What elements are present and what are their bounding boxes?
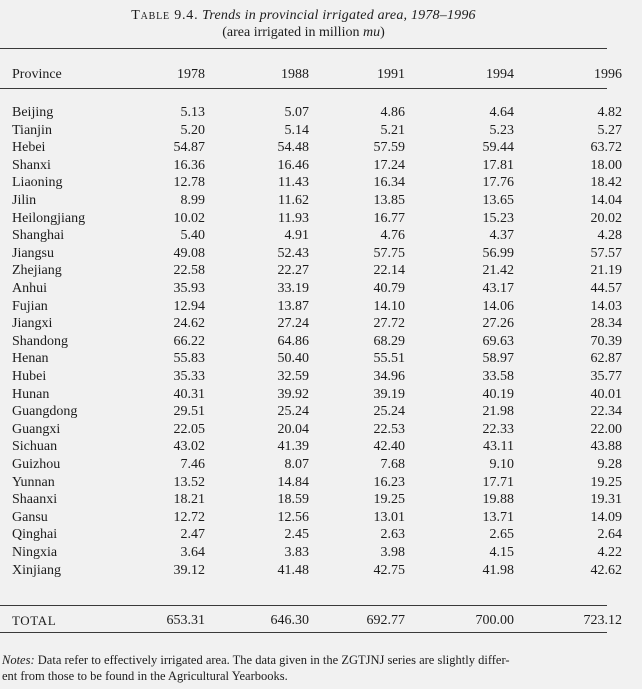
- province-name: Shandong: [12, 333, 68, 349]
- irrigated-area-value: 16.77: [373, 210, 405, 226]
- irrigated-area-value: 64.86: [277, 333, 309, 349]
- irrigated-area-value: 5.40: [180, 228, 205, 244]
- irrigated-area-value: 22.34: [590, 404, 622, 420]
- irrigated-area-value: 63.72: [590, 140, 622, 156]
- table-label: Table 9.4.: [131, 8, 199, 23]
- irrigated-area-value: 17.81: [482, 157, 514, 173]
- irrigated-area-value: 10.02: [173, 210, 205, 226]
- irrigated-area-value: 25.24: [277, 404, 309, 420]
- province-name: Beijing: [12, 105, 54, 120]
- irrigated-area-value: 18.59: [277, 492, 309, 508]
- irrigated-area-value: 14.04: [590, 193, 622, 208]
- irrigated-area-value: 4.37: [489, 228, 514, 244]
- province-name: Jilin: [12, 193, 37, 208]
- irrigated-area-value: 8.07: [284, 457, 309, 472]
- province-name: Jiangsu: [12, 245, 54, 261]
- province-name: Hebei: [12, 140, 46, 156]
- province-name: Henan: [12, 351, 49, 367]
- total-value: 700.00: [475, 613, 514, 628]
- irrigated-area-value: 22.33: [482, 421, 514, 437]
- irrigated-area-value: 19.25: [590, 474, 622, 490]
- irrigated-area-value: 25.24: [373, 404, 405, 420]
- irrigated-area-value: 5.13: [180, 105, 205, 120]
- irrigated-area-value: 54.48: [277, 140, 309, 156]
- province-name: Shanghai: [12, 228, 65, 244]
- irrigated-area-value: 15.23: [482, 210, 514, 226]
- irrigated-area-value: 14.84: [277, 474, 309, 490]
- irrigated-area-value: 28.34: [590, 316, 622, 332]
- irrigated-area-value: 55.51: [373, 351, 405, 367]
- irrigated-area-value: 12.56: [277, 509, 309, 525]
- irrigated-area-value: 13.85: [373, 193, 405, 208]
- irrigated-area-value: 57.59: [373, 140, 405, 156]
- bottom-rule: [0, 632, 607, 633]
- irrigated-area-value: 69.63: [482, 333, 514, 349]
- irrigated-area-value: 56.99: [482, 245, 514, 261]
- irrigated-area-value: 21.98: [482, 404, 514, 420]
- irrigated-area-value: 14.03: [590, 298, 622, 314]
- irrigated-area-value: 2.47: [180, 527, 205, 543]
- total-value: 653.31: [166, 613, 205, 628]
- irrigated-area-value: 22.00: [590, 421, 622, 437]
- subtitle-prefix: (area irrigated in million: [222, 25, 363, 40]
- irrigated-area-value: 16.34: [373, 175, 405, 191]
- province-name: Liaoning: [12, 175, 63, 191]
- irrigated-area-value: 4.22: [597, 545, 622, 560]
- subtitle-unit: mu: [362, 25, 381, 40]
- irrigated-area-value: 13.71: [482, 509, 514, 525]
- irrigated-area-value: 59.44: [482, 140, 514, 156]
- irrigated-area-value: 16.23: [373, 474, 405, 490]
- irrigated-area-value: 35.93: [173, 281, 205, 296]
- irrigated-area-value: 27.26: [482, 316, 514, 332]
- column-header-year: 1996: [594, 67, 622, 82]
- irrigated-area-value: 39.92: [277, 386, 309, 402]
- notes-line-1: Data refer to effectively irrigated area. The data given in the ZGTJNJ series are slightly differ-: [37, 653, 510, 667]
- irrigated-area-value: 24.62: [173, 316, 205, 332]
- irrigated-area-value: 14.09: [590, 509, 622, 525]
- irrigated-area-value: 22.58: [173, 263, 205, 279]
- irrigated-area-value: 32.59: [277, 369, 309, 384]
- irrigated-area-value: 20.04: [277, 421, 309, 437]
- irrigated-area-value: 41.98: [482, 562, 514, 578]
- irrigated-area-value: 5.14: [284, 122, 309, 138]
- notes-label: Notes:: [2, 653, 35, 667]
- irrigated-area-value: 18.21: [173, 492, 205, 508]
- irrigated-area-value: 43.02: [173, 439, 205, 455]
- irrigated-area-value: 68.29: [373, 333, 405, 349]
- irrigated-area-value: 3.64: [180, 545, 205, 560]
- irrigated-area-value: 4.91: [284, 228, 309, 244]
- province-name: Tianjin: [12, 122, 52, 138]
- irrigated-area-value: 17.24: [373, 157, 405, 173]
- irrigated-area-value: 43.17: [482, 281, 514, 296]
- notes-line-2: ent from those to be found in the Agricultural Yearbooks.: [2, 669, 288, 683]
- irrigated-area-value: 20.02: [590, 210, 622, 226]
- column-header-province: Province: [12, 67, 62, 82]
- table-title: Trends in provincial irrigated area, 1978–1996: [202, 8, 476, 23]
- irrigated-area-value: 43.88: [590, 439, 622, 455]
- total-value: 646.30: [270, 613, 309, 628]
- province-name: Qinghai: [12, 527, 58, 543]
- province-name: Yunnan: [12, 474, 55, 490]
- irrigated-area-value: 12.78: [173, 175, 205, 191]
- province-name: Shanxi: [12, 157, 51, 173]
- irrigated-area-value: 4.64: [489, 105, 514, 120]
- irrigated-area-value: 22.05: [173, 421, 205, 437]
- column-header-year: 1978: [177, 67, 205, 82]
- irrigated-area-value: 3.98: [380, 545, 405, 560]
- irrigated-area-value: 19.31: [590, 492, 622, 508]
- irrigated-area-value: 9.10: [489, 457, 514, 472]
- irrigated-area-value: 8.99: [180, 193, 205, 208]
- irrigated-area-value: 41.39: [277, 439, 309, 455]
- irrigated-area-value: 4.15: [489, 545, 514, 560]
- province-name: Guangdong: [12, 404, 78, 420]
- irrigated-area-value: 57.75: [373, 245, 405, 261]
- irrigated-area-value: 13.65: [482, 193, 514, 208]
- irrigated-area-value: 22.27: [277, 263, 309, 279]
- irrigated-area-value: 4.28: [597, 228, 622, 244]
- irrigated-area-value: 21.42: [482, 263, 514, 279]
- subtitle-suffix: ): [380, 25, 385, 40]
- irrigated-area-value: 39.19: [373, 386, 405, 402]
- irrigated-area-value: 19.25: [373, 492, 405, 508]
- irrigated-area-value: 4.86: [380, 105, 405, 120]
- irrigated-area-value: 39.12: [173, 562, 205, 578]
- irrigated-area-value: 9.28: [597, 457, 622, 472]
- irrigated-area-value: 52.43: [277, 245, 309, 261]
- column-header-year: 1988: [281, 67, 309, 82]
- irrigated-area-value: 5.07: [284, 105, 309, 120]
- column-header-year: 1994: [486, 67, 514, 82]
- province-name: Guangxi: [12, 421, 61, 437]
- province-name: Shaanxi: [12, 492, 58, 508]
- irrigated-area-value: 58.97: [482, 351, 514, 367]
- irrigated-area-value: 2.65: [489, 527, 514, 543]
- irrigated-area-value: 35.33: [173, 369, 205, 384]
- irrigated-area-value: 49.08: [173, 245, 205, 261]
- irrigated-area-value: 40.01: [590, 386, 622, 402]
- province-name: Guizhou: [12, 457, 61, 472]
- irrigated-area-value: 18.42: [590, 175, 622, 191]
- irrigated-area-value: 11.93: [278, 210, 309, 226]
- irrigated-area-value: 11.62: [278, 193, 309, 208]
- irrigated-area-value: 2.45: [284, 527, 309, 543]
- irrigated-area-value: 5.20: [180, 122, 205, 138]
- province-name: Hunan: [12, 386, 50, 402]
- irrigated-area-value: 29.51: [173, 404, 205, 420]
- irrigated-area-value: 40.79: [373, 281, 405, 296]
- irrigated-area-value: 42.40: [373, 439, 405, 455]
- header-rule: [0, 88, 607, 89]
- irrigated-area-value: 13.01: [373, 509, 405, 525]
- total-value: 692.77: [366, 613, 405, 628]
- irrigated-area-value: 22.14: [373, 263, 405, 279]
- irrigated-area-value: 4.82: [597, 105, 622, 120]
- irrigated-area-value: 50.40: [277, 351, 309, 367]
- irrigated-area-value: 5.27: [597, 122, 622, 138]
- irrigated-area-value: 2.64: [597, 527, 622, 543]
- irrigated-area-value: 34.96: [373, 369, 405, 384]
- irrigated-area-value: 42.62: [590, 562, 622, 578]
- province-name: Heilongjiang: [12, 210, 86, 226]
- irrigated-area-value: 70.39: [590, 333, 622, 349]
- irrigated-area-value: 57.57: [590, 245, 622, 261]
- irrigated-area-value: 40.19: [482, 386, 514, 402]
- irrigated-area-value: 62.87: [590, 351, 622, 367]
- irrigated-area-value: 40.31: [173, 386, 205, 402]
- province-name: Fujian: [12, 298, 48, 314]
- irrigated-area-value: 3.83: [284, 545, 309, 560]
- irrigated-area-value: 16.36: [173, 157, 205, 173]
- province-name: Ningxia: [12, 545, 58, 560]
- irrigated-area-value: 41.48: [277, 562, 309, 578]
- table-subtitle: [0, 25, 607, 41]
- province-name: Anhui: [12, 281, 47, 296]
- irrigated-area-value: 33.19: [277, 281, 309, 296]
- irrigated-area-value: 13.87: [277, 298, 309, 314]
- column-header-year: 1991: [377, 67, 405, 82]
- irrigated-area-value: 7.68: [380, 457, 405, 472]
- irrigated-area-value: 54.87: [173, 140, 205, 156]
- top-rule: [0, 48, 607, 49]
- irrigated-area-value: 27.72: [373, 316, 405, 332]
- irrigated-area-value: 5.23: [489, 122, 514, 138]
- irrigated-area-value: 11.43: [278, 175, 309, 191]
- irrigated-area-value: 17.71: [482, 474, 514, 490]
- irrigated-area-value: 14.06: [482, 298, 514, 314]
- irrigated-area-value: 55.83: [173, 351, 205, 367]
- province-name: Zhejiang: [12, 263, 62, 279]
- irrigated-area-value: 7.46: [180, 457, 205, 472]
- irrigated-area-value: 18.00: [590, 157, 622, 173]
- irrigated-area-value: 12.94: [173, 298, 205, 314]
- irrigated-area-value: 12.72: [173, 509, 205, 525]
- total-label: TOTAL: [12, 613, 57, 628]
- irrigated-area-value: 5.21: [380, 122, 405, 138]
- irrigated-area-value: 19.88: [482, 492, 514, 508]
- irrigated-area-value: 35.77: [590, 369, 622, 384]
- province-name: Xinjiang: [12, 562, 61, 578]
- irrigated-area-value: 43.11: [483, 439, 514, 455]
- total-rule: [0, 605, 607, 606]
- irrigated-area-value: 4.76: [380, 228, 405, 244]
- province-name: Sichuan: [12, 439, 58, 455]
- province-name: Jiangxi: [12, 316, 53, 332]
- irrigated-area-value: 27.24: [277, 316, 309, 332]
- irrigated-area-value: 2.63: [380, 527, 405, 543]
- irrigated-area-value: 22.53: [373, 421, 405, 437]
- table-notes: [2, 652, 642, 684]
- irrigated-area-value: 14.10: [373, 298, 405, 314]
- irrigated-area-value: 44.57: [590, 281, 622, 296]
- irrigated-area-value: 13.52: [173, 474, 205, 490]
- irrigated-area-value: 66.22: [173, 333, 205, 349]
- table-caption: [0, 8, 607, 24]
- province-name: Gansu: [12, 509, 48, 525]
- irrigated-area-value: 42.75: [373, 562, 405, 578]
- province-name: Hubei: [12, 369, 47, 384]
- irrigated-area-value: 33.58: [482, 369, 514, 384]
- irrigated-area-value: 21.19: [590, 263, 622, 279]
- irrigated-area-value: 17.76: [482, 175, 514, 191]
- total-value: 723.12: [583, 613, 622, 628]
- irrigated-area-value: 16.46: [277, 157, 309, 173]
